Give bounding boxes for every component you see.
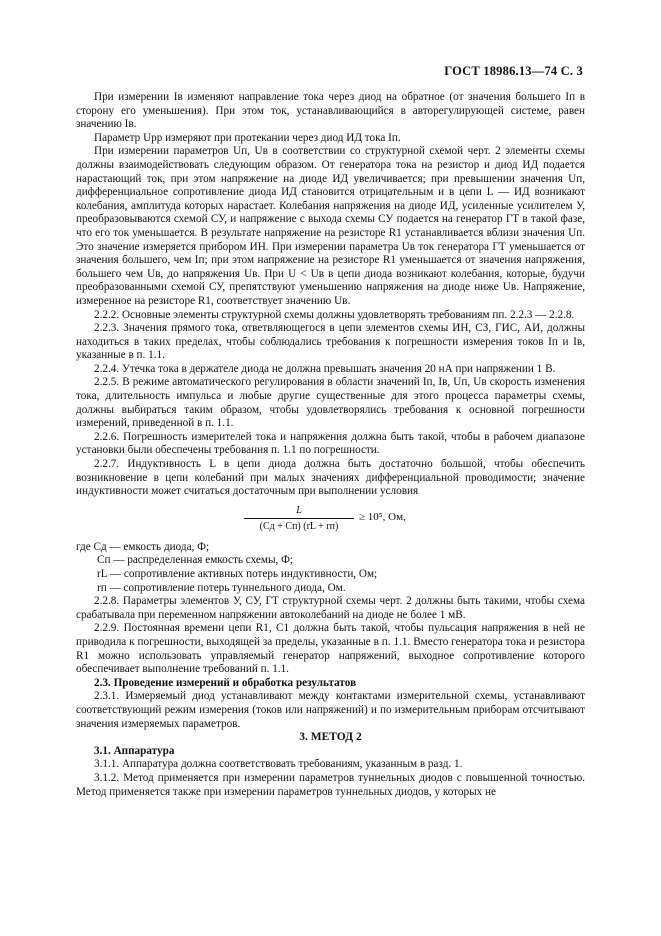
- inductance-formula: [76, 502, 585, 538]
- formula-denominator: (Cд + Cп) (rL + rп): [259, 521, 339, 533]
- paragraph: 2.2.5. В режиме автоматического регулирования в области значений Iп, Iв, Uп, Uв скорость изменения тока, длительность импульса и любые другие существенные для этого процесса параметры схемы, должны выбираться таким образом, чтобы удовлетворялись требования к основной погрешности измерений, приведенной в п. 1.1.: [76, 376, 585, 430]
- subsection-title: 3.1. Аппаратура: [94, 744, 175, 757]
- paragraph: 3.1.2. Метод применяется при измерении параметров туннельных диодов с повышенной точностью. Метод применяется также при измерении параметров туннельных диодов, у которых не: [76, 771, 585, 798]
- formula-rhs: ≥ 10⁵, Ом,: [359, 510, 406, 523]
- paragraph: 2.3.1. Измеряемый диод устанавливают между контактами измерительной схемы, устанавливают соответствующий режим измерения (токов или напряжений) и по измерительным приборам отсчитывают значения измеряемых параметров.: [76, 690, 585, 730]
- paragraph: 2.2.8. Параметры элементов У, СУ, ГТ структурной схемы черт. 2 должны быть такими, чтобы схема срабатывала при переменном напряжении автоколебаний на диоде не более 1 мВ.: [76, 595, 585, 621]
- definition-item: где Cд — емкость диода, Ф;: [76, 540, 210, 553]
- section-title: 3. МЕТОД 2: [299, 731, 362, 744]
- paragraph: 2.2.9. Постоянная времени цепи R1, C1 должна быть такой, чтобы пульсация напряжения в ней не приводила к погрешности, выходящей за пределы, указанные в п. 1.1. Вместо генератора тока и резистора R1 можно использовать управляемый генератор напряжений, выходное сопротивление которого обеспечивает выполнение требований п. 1.1.: [76, 622, 585, 676]
- definition-item: rп — сопротивление потерь туннельного диода, Ом.: [97, 581, 346, 594]
- page-header: ГОСТ 18986.13—74 С. 3: [444, 64, 583, 78]
- paragraph: 2.2.6. Погрешность измерителей тока и напряжения должна быть такой, чтобы в рабочем диапазоне установки были обеспечены требования п. 1.1 по погрешности.: [76, 430, 585, 457]
- definitions-list: [76, 541, 585, 595]
- subsection-title: 2.3. Проведение измерений и обработка результатов: [94, 676, 357, 689]
- formula-fraction: [244, 504, 354, 534]
- definition-item: rL — сопротивление активных потерь индуктивности, Ом;: [97, 568, 378, 580]
- paragraph: При измерении Iв изменяют направление тока через диод на обратное (от значения большего Iп в сторону его уменьшения). При этом ток, устанавливающийся в авторегулирующей системе, равен значению Iв.: [76, 91, 585, 131]
- paragraph: 3.1.1. Аппаратура должна соответствовать требованиям, указанным в разд. 1.: [94, 758, 463, 771]
- paragraph: 2.2.3. Значения прямого тока, ответвляющегося в цепи элементов схемы ИН, СЗ, ГИС, АИ, должны находиться в таких пределах, чтобы соблюдались требования к погрешности измерения токов Iп и Iв, указанные в п. 1.1.: [76, 322, 585, 362]
- paragraph: Параметр Uрр измеряют при протекании через диод ИД тока Iп.: [94, 131, 401, 144]
- definition-item: Cп — распределенная емкость схемы, Ф;: [97, 554, 294, 567]
- paragraph: 2.2.2. Основные элементы структурной схемы должны удовлетворять требованиям пп. 2.2.3 — 2.2.8.: [94, 308, 575, 321]
- paragraph: 2.2.7. Индуктивность L в цепи диода должна быть достаточно большой, чтобы обеспечить возникновение в цепи колебаний при малых значениях дифференциальной проводимости; значение индуктивности может считаться достаточным при выполнении условия: [76, 458, 585, 498]
- formula-numerator: L: [244, 504, 354, 520]
- paragraph: 2.2.4. Утечка тока в держателе диода не должна превышать значения 20 нА при напряжении 1 В.: [94, 362, 556, 375]
- paragraph: При измерении параметров Uп, Uв в соответствии со структурной схемой черт. 2 элементы схемы должны взаимодействовать следующим образом. От генератора тока на резистор и диод ИД подается нарастающий ток, при этом напряжение на диоде ИД увеличивается; при превышении значения Uп, дифференциальное сопротивление диода ИД становится отрицательным и в цепи L — ИД возникают колебания, амплитуда которых нарастает. Колебания напряжения на диоде ИД, усиленные усилителем У, преобразовываются схемой СУ, и напряжение с выхода схемы СУ подается на генератор ГТ в такой фазе, что его ток уменьшается. В результате напряжение на резисторе R1 устанавливается вблизи значения Uп. Это значение измеряется прибором ИН. При измерении параметра Uв ток генератора ГТ уменьшается от значения большего, чем Iп; при этом напряжение на резисторе R1 уменьшается от значения напряжения, большего чем Uв, до напряжения Uв. При U < Uв в цепи диода возникают колебания, которые, будучи преобразованными схемой СУ, препятствуют уменьшению напряжения на диоде ниже Uв. Напряжение, измеренное на резисторе R1, соответствует значению Uв.: [76, 145, 585, 307]
- document-body: [76, 91, 585, 799]
